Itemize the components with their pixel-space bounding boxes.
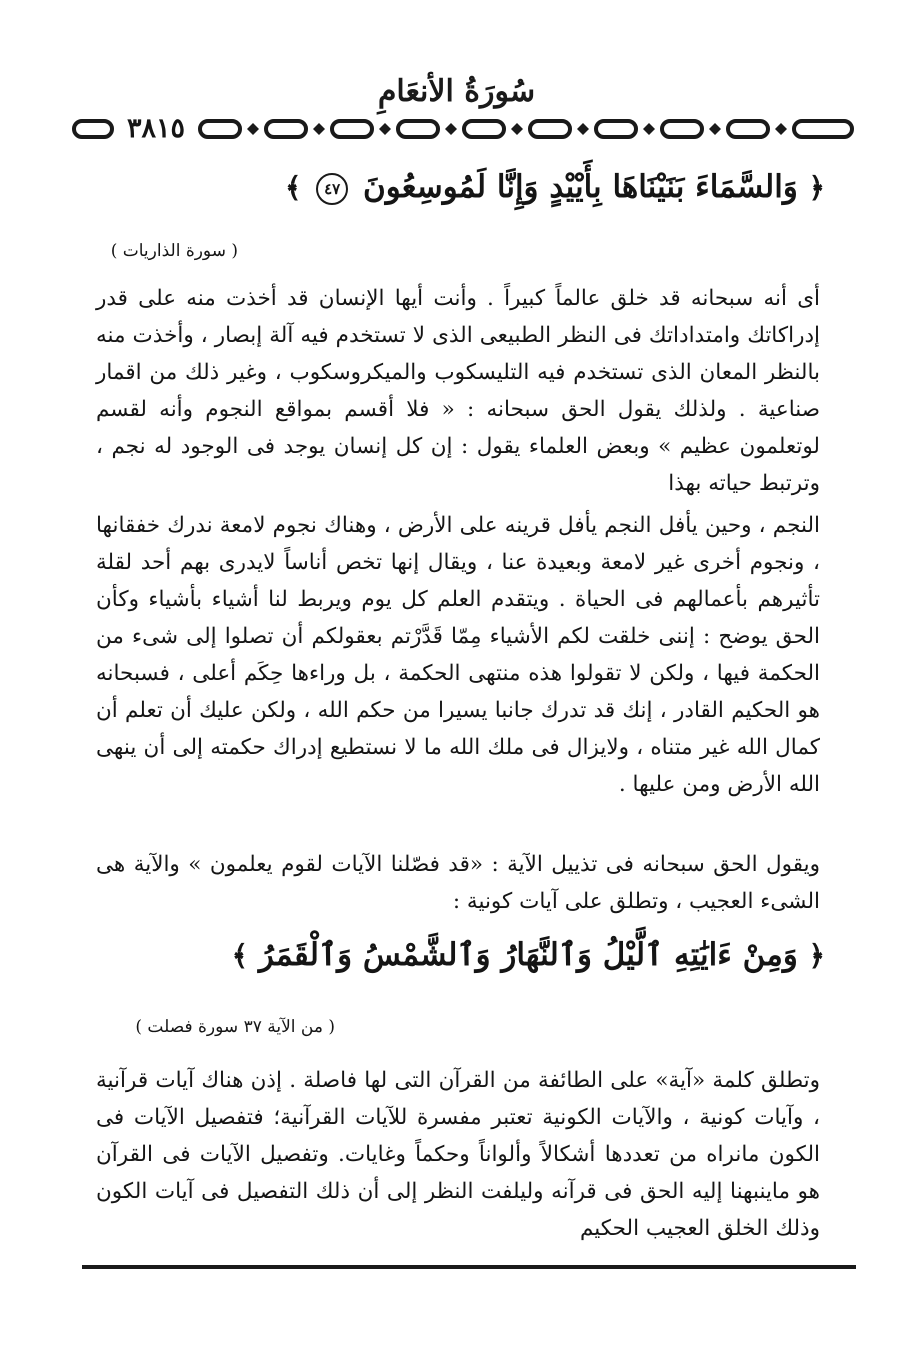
verse-open-bracket: ﴿ [808, 171, 825, 204]
ayah-number-marker: ٤٧ [316, 173, 348, 205]
footer-rule [82, 1265, 856, 1269]
verse-1-source: ( سورة الذاريات ) [110, 241, 238, 261]
verse-close-bracket: ﴾ [284, 171, 302, 204]
quran-verse-2 [70, 930, 825, 981]
verse-1-text: وَالسَّمَاءَ بَنَيْنَاهَا بِأَيْيْدٍ وَإِنَّا لَمُوسِعُونَ [362, 169, 798, 205]
verse-close-bracket: ﴾ [231, 939, 249, 972]
paragraph-3: ويقول الحق سبحانه فى تذييل الآية : «قد فصّلنا الآيات لقوم يعلمون » والآية هى الشىء العجيب ، وتطلق على آيات كونية : [96, 852, 820, 914]
surah-title: سُورَةُ الأنعَامِ [377, 74, 536, 109]
page-number: ٣٨١٥ [116, 112, 196, 146]
verse-2-text: وَمِنْ ءَايَٰتِهِ ٱلَّيْلُ وَٱلنَّهَارُ وَٱلشَّمْسُ وَٱلْقَمَرُ [258, 937, 798, 973]
quran-verse-1 [70, 162, 825, 213]
paragraph-4: وتطلق كلمة «آية» على الطائفة من القرآن التى لها فاصلة . إذن هناك آيات قرآنية ، وآيات كونية ، والآيات الكونية تعتبر مفسرة للآيات القرآنية؛ فتفصيل الآيات فى الكون مانراه من تعددها أشكالاً وألواناً وحكماً وغايات. وتفصيل الآيات فى القرآن هو ماينبهنا إليه الحق فى قرآنه وليلفت النظر إلى أن ذلك التفصيل فى آيات الكون وذلك الخلق العجيب الحكيم [96, 1068, 820, 1241]
paragraph-1: أى أنه سبحانه قد خلق عالماً كبيراً . وأنت أيها الإنسان قد أخذت منه على قدر إدراكاتك وامتداداتك فى النظر الطبيعى الذى لا تستخدم فيه آلة إبصار ، وأخذت منه بالنظر المعان الذى تستخدم فيه التليسكوب والميكروسكوب ، وغير ذلك من اقمار صناعية . ولذلك يقول الحق سبحانه : « فلا أقسم بمواقع النجوم وأنه لقسم لوتعلمون عظيم » وبعض العلماء يقول : إن كل إنسان يوجد فى الوجود له نجم ، وترتبط حياته بهذا [96, 286, 820, 496]
verse-open-bracket: ﴿ [808, 939, 825, 972]
paragraph-2: النجم ، وحين يأفل النجم يأفل قرينه على الأرض ، وهناك نجوم لامعة ندرك خفقانها ، ونجوم أخرى غير لامعة وبعيدة عنا ، ويقال إنها تخص أناساً لايدرى بهم أحد لقلة تأثيرهم بأعمالهم فى الحياة . ويتقدم العلم كل يوم ويربط لنا أشياء بأشياء وكأن الحق يوضح : إننى خلقت لكم الأشياء مِمّا قَدَّرْتم بعقولكم أن تصلوا إلى شىء من الحكمة فيها ، ولكن لا تقولوا هذه منتهى الحكمة ، بل وراءها حِكَم أعلى ، فسبحانه هو الحكيم القادر ، إنك قد تدرك جانبا يسيرا من حكم الله ، ولكن عليك أن تعلم أن كمال الله غير متناه ، ولايزال فى ملك الله ما لا نستطيع إدراك حكمته إلى أن ينهى الله الأرض ومن عليها . [96, 513, 820, 797]
verse-2-source: ( من الآية ٣٧ سورة فصلت ) [135, 1017, 335, 1037]
